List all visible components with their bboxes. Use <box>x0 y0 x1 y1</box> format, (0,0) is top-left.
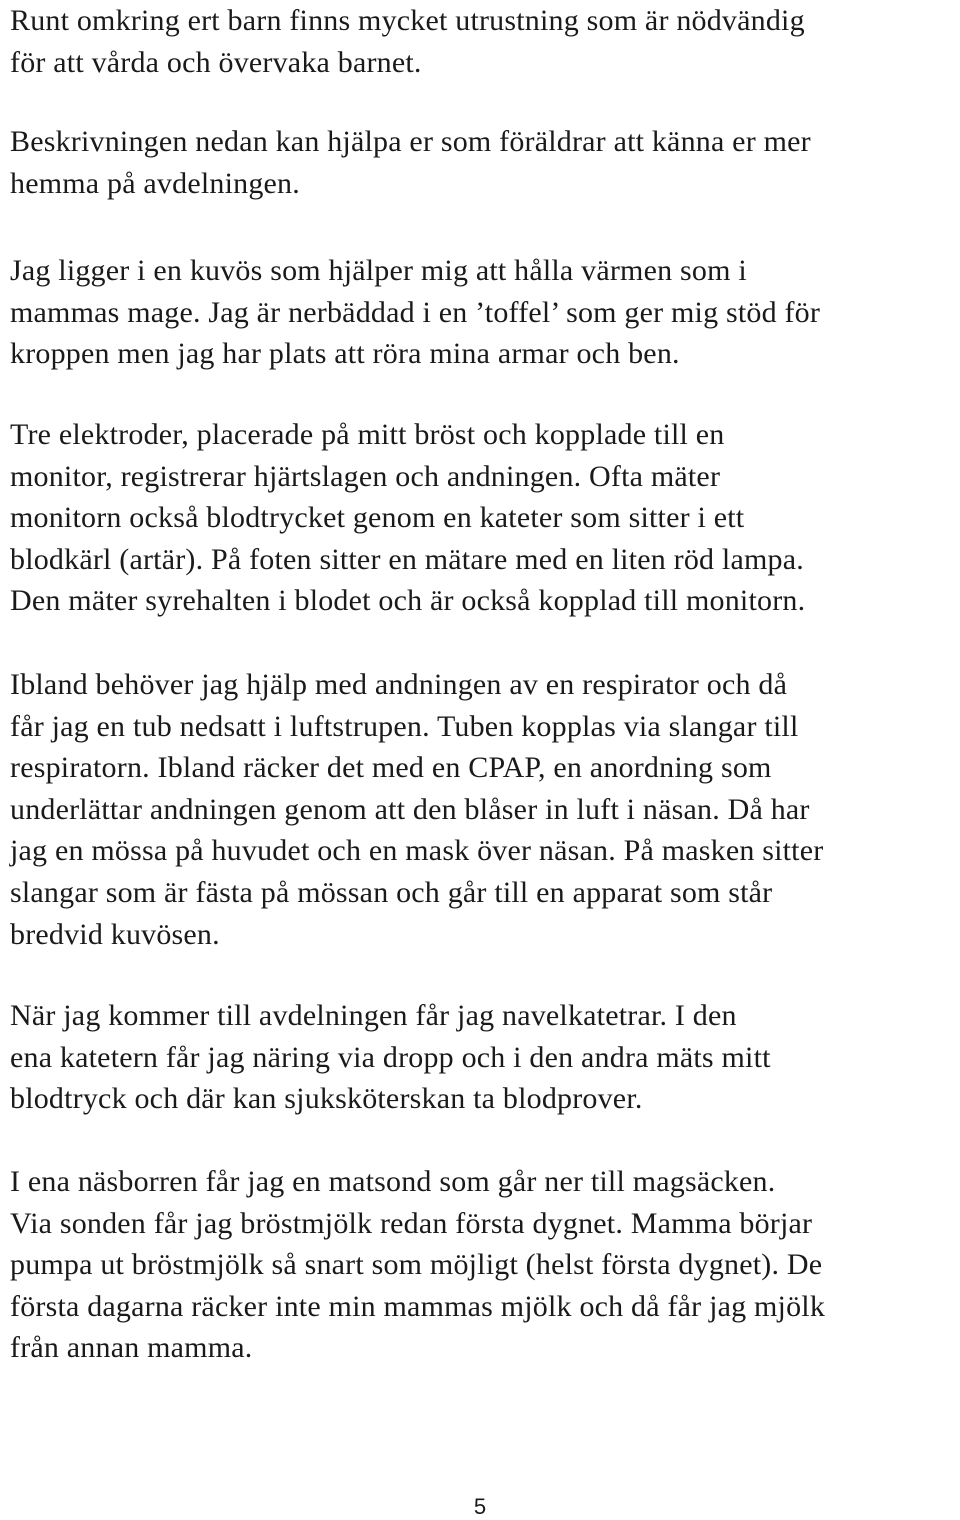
page-number: 5 <box>473 1494 487 1519</box>
text-line: får jag en tub nedsatt i luftstrupen. Tuben kopplas via slangar till <box>10 709 799 743</box>
text-line: jag en mössa på huvudet och en mask över näsan. På masken sitter <box>10 834 824 868</box>
paragraph-equipment-intro <box>10 0 954 83</box>
text-line: hemma på avdelningen. <box>10 166 300 200</box>
text-line: slangar som är fästa på mössan och går till en apparat som står <box>10 875 773 909</box>
text-line: bredvid kuvösen. <box>10 917 220 951</box>
text-line: blodkärl (artär). På foten sitter en mätare med en liten röd lampa. <box>10 542 804 576</box>
text-line: Beskrivningen nedan kan hjälpa er som föräldrar att känna er mer <box>10 125 811 158</box>
text-line: Den mäter syrehalten i blodet och är också kopplad till monitorn. <box>10 584 806 618</box>
text-line: kroppen men jag har plats att röra mina armar och ben. <box>10 337 680 371</box>
text-line: från annan mamma. <box>10 1331 253 1365</box>
text-line: underlättar andningen genom att den blåser in luft i näsan. Då har <box>10 792 810 826</box>
paragraph-incubator <box>10 250 954 375</box>
text-line: Jag ligger i en kuvös som hjälper mig att hålla värmen som i <box>10 254 747 287</box>
text-line: I ena näsborren får jag en matsond som går ner till magsäcken. <box>10 1165 776 1198</box>
paragraph-navel-catheters <box>10 995 954 1120</box>
paragraph-monitor <box>10 414 954 622</box>
text-line: Tre elektroder, placerade på mitt bröst och kopplade till en <box>10 418 725 451</box>
text-line: första dagarna räcker inte min mammas mjölk och då får jag mjölk <box>10 1289 826 1323</box>
paragraph-description-help <box>10 121 954 204</box>
text-line: respiratorn. Ibland räcker det med en CPAP, en anordning som <box>10 751 772 785</box>
text-line: Via sonden får jag bröstmjölk redan första dygnet. Mamma börjar <box>10 1206 813 1240</box>
paragraph-breathing-support <box>10 664 954 955</box>
text-line: När jag kommer till avdelningen får jag navelkatetrar. I den <box>10 999 737 1032</box>
text-line: ena katetern får jag näring via dropp och i den andra mäts mitt <box>10 1040 771 1074</box>
text-line: monitorn också blodtrycket genom en kateter som sitter i ett <box>10 501 745 535</box>
text-line: blodtryck och där kan sjuksköterskan ta blodprover. <box>10 1082 643 1116</box>
text-line: pumpa ut bröstmjölk så snart som möjligt (helst första dygnet). De <box>10 1248 823 1282</box>
text-line: Runt omkring ert barn finns mycket utrustning som är nödvändig <box>10 4 805 37</box>
text-line: monitor, registrerar hjärtslagen och andningen. Ofta mäter <box>10 459 721 493</box>
paragraph-feeding-tube <box>10 1161 954 1369</box>
text-line: för att vårda och övervaka barnet. <box>10 45 422 79</box>
text-line: Ibland behöver jag hjälp med andningen av en respirator och då <box>10 668 788 701</box>
text-line: mammas mage. Jag är nerbäddad i en ’toffel’ som ger mig stöd för <box>10 295 821 329</box>
